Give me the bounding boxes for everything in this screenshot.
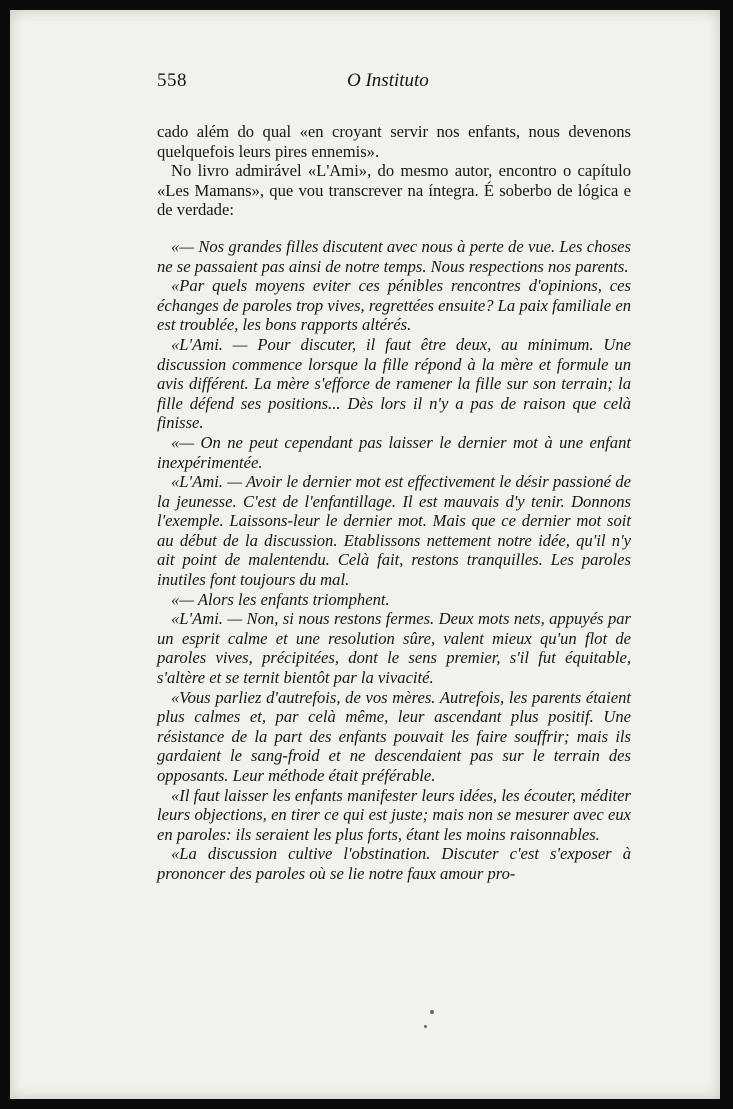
scan-speck	[424, 1025, 427, 1028]
page-header	[157, 70, 631, 100]
quote-paragraph: «— Alors les enfants triomphent.	[171, 589, 390, 609]
quote-paragraph: «La discussion cultive l'obstination. Discuter c'est s'exposer à prononcer des paroles où se lie notre faux amour pro-	[157, 844, 631, 883]
page-number: 558	[157, 70, 187, 91]
quoted-chapter	[157, 237, 631, 884]
quote-paragraph: «— Nos grandes filles discutent avec nous à perte de vue. Les choses ne se passaient pas ainsi de notre temps. Nous respections nos parents.	[157, 236, 631, 276]
quote-paragraph: «L'Ami. — Avoir le dernier mot est effectivement le désir passioné de la jeunesse. C'est de l'enfantillage. Il est mauvais d'y tenir. Donnons l'exemple. Laissons-leur le dernier mot. Mais que ce dernier mot soit au début de la discussion. Etablissons nettement notre idée, qu'il n'y ait point de malentendu. Celà fait, restons tranquilles. Les paroles inutiles font toujours du mal.	[157, 472, 631, 590]
book-page	[10, 10, 720, 1099]
paragraph: No livro admirável «L'Ami», do mesmo autor, encontro o capítulo «Les Mamans», que vou transcrever na íntegra. É soberbo de lógica e de verdade:	[157, 161, 631, 220]
quote-paragraph: «Il faut laisser les enfants manifester leurs idées, les écouter, méditer leurs objections, en tirer ce qui est juste; mais non se mesurer avec eux en paroles: ils seraient les plus forts, étant les moins raisonnables.	[157, 785, 631, 844]
body-text	[157, 122, 631, 884]
quote-paragraph: «Par quels moyens eviter ces pénibles rencontres d'opinions, ces échanges de paroles trop vives, regrettées ensuite? La paix familiale en est troublée, les bons rapports altérés.	[157, 276, 631, 335]
quote-paragraph: «L'Ami. — Pour discuter, il faut être deux, au minimum. Une discussion commence lorsque la fille répond à la mère et formule un avis différent. La mère s'efforce de ramener la fille sur son terrain; la fille défend ses positions... Dès lors il n'y a pas de raison que celà finisse.	[157, 334, 631, 433]
paragraph: cado além do qual «en croyant servir nos enfants, nous devenons quelquefois leurs pires ennemis».	[157, 122, 631, 161]
quote-paragraph: «L'Ami. — Non, si nous restons fermes. Deux mots nets, appuyés par un esprit calme et une resolution sûre, valent mieux qu'un flot de paroles vives, précipitées, dont le sens premier, s'il fut équitable, s'altère et se ternit bientôt par la vivacité.	[157, 609, 631, 688]
scan-speck	[430, 1010, 434, 1014]
quote-paragraph: «Vous parliez d'autrefois, de vos mères. Autrefois, les parents étaient plus calmes et, par celà même, leur ascendant plus positif. Une résistance de la part des enfants pouvait les faire souffrir; mais ils gardaient le sang-froid et ne descendaient pas sur le terrain des opposants. Leur méthode était préférable.	[157, 687, 631, 785]
quote-paragraph: «— On ne peut cependant pas laisser le dernier mot à une enfant inexpérimentée.	[157, 432, 631, 472]
running-title: O Instituto	[347, 70, 429, 91]
